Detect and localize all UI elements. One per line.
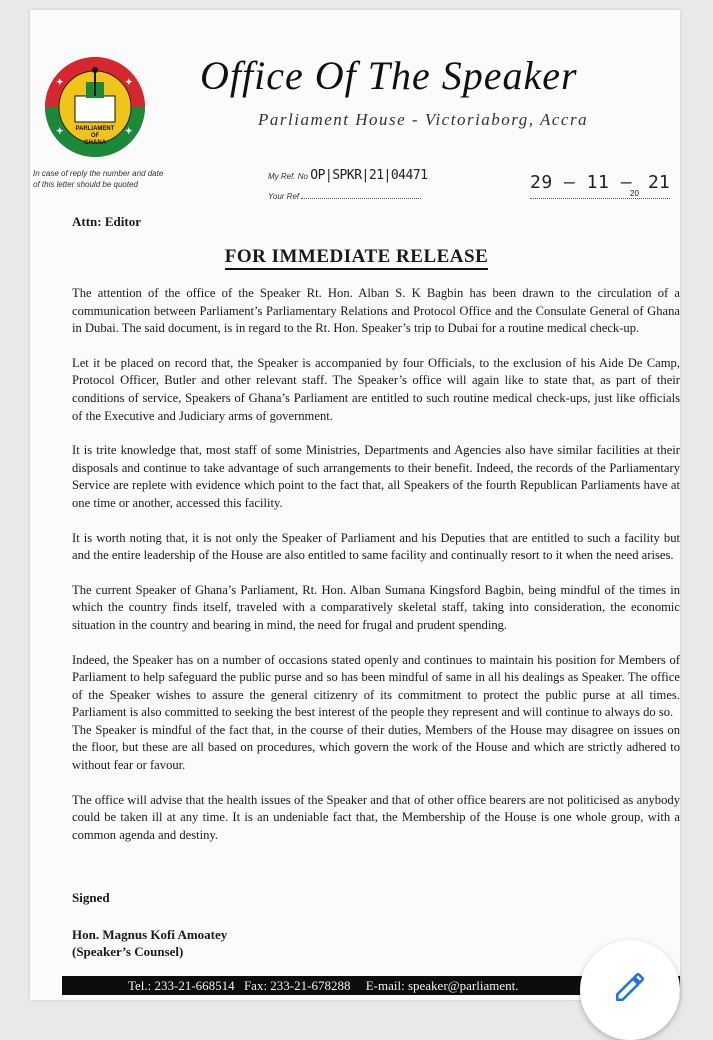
your-ref-row bbox=[268, 190, 421, 201]
letterhead-title: Office Of The Speaker bbox=[200, 53, 578, 98]
your-ref-dotted-line bbox=[301, 190, 421, 199]
signatory-title: (Speaker’s Counsel) bbox=[72, 944, 184, 959]
your-ref-label: Your Ref bbox=[268, 192, 300, 201]
date-year: 21 bbox=[648, 172, 670, 193]
footer-tel: Tel.: 233-21-668514 bbox=[128, 978, 235, 993]
date-year-prefix: 20 bbox=[630, 189, 639, 198]
letter-body bbox=[72, 285, 680, 861]
seal-text-2: OF bbox=[90, 133, 100, 139]
letter-date bbox=[530, 172, 675, 198]
parliament-seal-logo bbox=[40, 52, 150, 162]
signatory-name: Hon. Magnus Kofi Amoatey bbox=[72, 927, 228, 942]
svg-text:✦: ✦ bbox=[125, 126, 133, 136]
svg-text:✦: ✦ bbox=[125, 77, 133, 87]
my-ref-label: My Ref. No bbox=[268, 172, 309, 181]
attention-line: Attn: Editor bbox=[72, 214, 141, 229]
my-ref-row bbox=[268, 168, 427, 183]
seal-text-3: GHANA bbox=[84, 140, 106, 146]
edit-button[interactable] bbox=[580, 940, 680, 1040]
letterhead-subtitle: Parliament House - Victoriaborg, Accra bbox=[258, 110, 589, 129]
signed-label: Signed bbox=[72, 890, 110, 905]
paragraph: The current Speaker of Ghana’s Parliament, Rt. Hon. Alban Sumana Kingsford Bagbin, being mindful of the times in which the country finds itself, traveled with a comparatively skeletal staff, taking into consideration, the economic situation in the country and bearing in mind, the need for frugal and prudent spending. bbox=[72, 582, 680, 632]
paragraph: The Speaker is mindful of the fact that, in the course of their duties, Members of the House may disagree on issues on the floor, but these are all based on procedures, which govern the work of the House and which are strictly adhered to without fear or favour. bbox=[72, 722, 680, 773]
paragraph: Indeed, the Speaker has on a number of occasions stated openly and continues to maintain his position for Members of Parliament to help safeguard the public purse and so has been mindful of same in all his dealings as Speaker. The office of the Speaker wishes to assure the general citizenry of its commitment to protect the public purse at all times. Parliament is also committed to seeking the best interest of the people they represent and will continue to always do so. bbox=[72, 652, 680, 720]
pencil-icon bbox=[613, 940, 647, 1009]
footer-fax: Fax: 233-21-678288 bbox=[243, 978, 351, 993]
reply-note: In case of reply the number and date of this letter should be quoted bbox=[33, 169, 164, 189]
svg-text:✦: ✦ bbox=[56, 126, 64, 136]
my-ref-value: OP|SPKR|21|04471 bbox=[310, 168, 428, 183]
date-dotted-line bbox=[530, 198, 670, 199]
svg-text:✦: ✦ bbox=[56, 77, 64, 87]
signatory-block bbox=[72, 926, 227, 960]
paragraph: It is worth noting that, it is not only the Speaker of Parliament and his Deputies that are entitled to such a facility but and the entire leadership of the House are also entitled to same facility and continually resort to it when the need arises. bbox=[72, 530, 680, 563]
seal-text-1: PARLIAMENT bbox=[75, 126, 115, 132]
footer-email: E-mail: speaker@parliament. bbox=[365, 978, 519, 993]
headline-text: FOR IMMEDIATE RELEASE bbox=[225, 246, 489, 270]
paragraph: Let it be placed on record that, the Speaker is accompanied by four Officials, to the exclusion of his Aide De Camp, Protocol Officer, Butler and other relevant staff. The Speaker’s office will again like to state that, as part of their conditions of service, Speakers of Ghana’s Parliament are entitled to such routine medical check-ups, just like officials of the Executive and Judiciary arms of government. bbox=[72, 355, 680, 423]
paragraph: The attention of the office of the Speaker Rt. Hon. Alban S. K Bagbin has been drawn to the circulation of a communication between Parliament’s Parliamentary Relations and Protocol Office and the Consulate General of Ghana in Dubai. The said document, is in regard to the Rt. Hon. Speaker’s trip to Dubai for a routine medical check-up. bbox=[72, 286, 680, 336]
paragraph: The office will advise that the health issues of the Speaker and that of other office bearers are not politicised as anybody could be taken ill at any time. It is an undeniable fact that, the Membership of the House is one whole group, with a common agenda and destiny. bbox=[72, 792, 680, 842]
date-handwritten: 29 – 11 – bbox=[530, 172, 633, 193]
headline bbox=[0, 246, 713, 268]
paragraph: It is trite knowledge that, most staff of some Ministries, Departments and Agencies also have similar facilities at their disposals and continue to take advantage of such arrangements to their benefit. Indeed, the records of the Parliamentary Service are replete with evidence which point to the fact that, all Speakers of the fourth Republican Parliaments have at one time or another, accessed this facility. bbox=[72, 443, 680, 510]
